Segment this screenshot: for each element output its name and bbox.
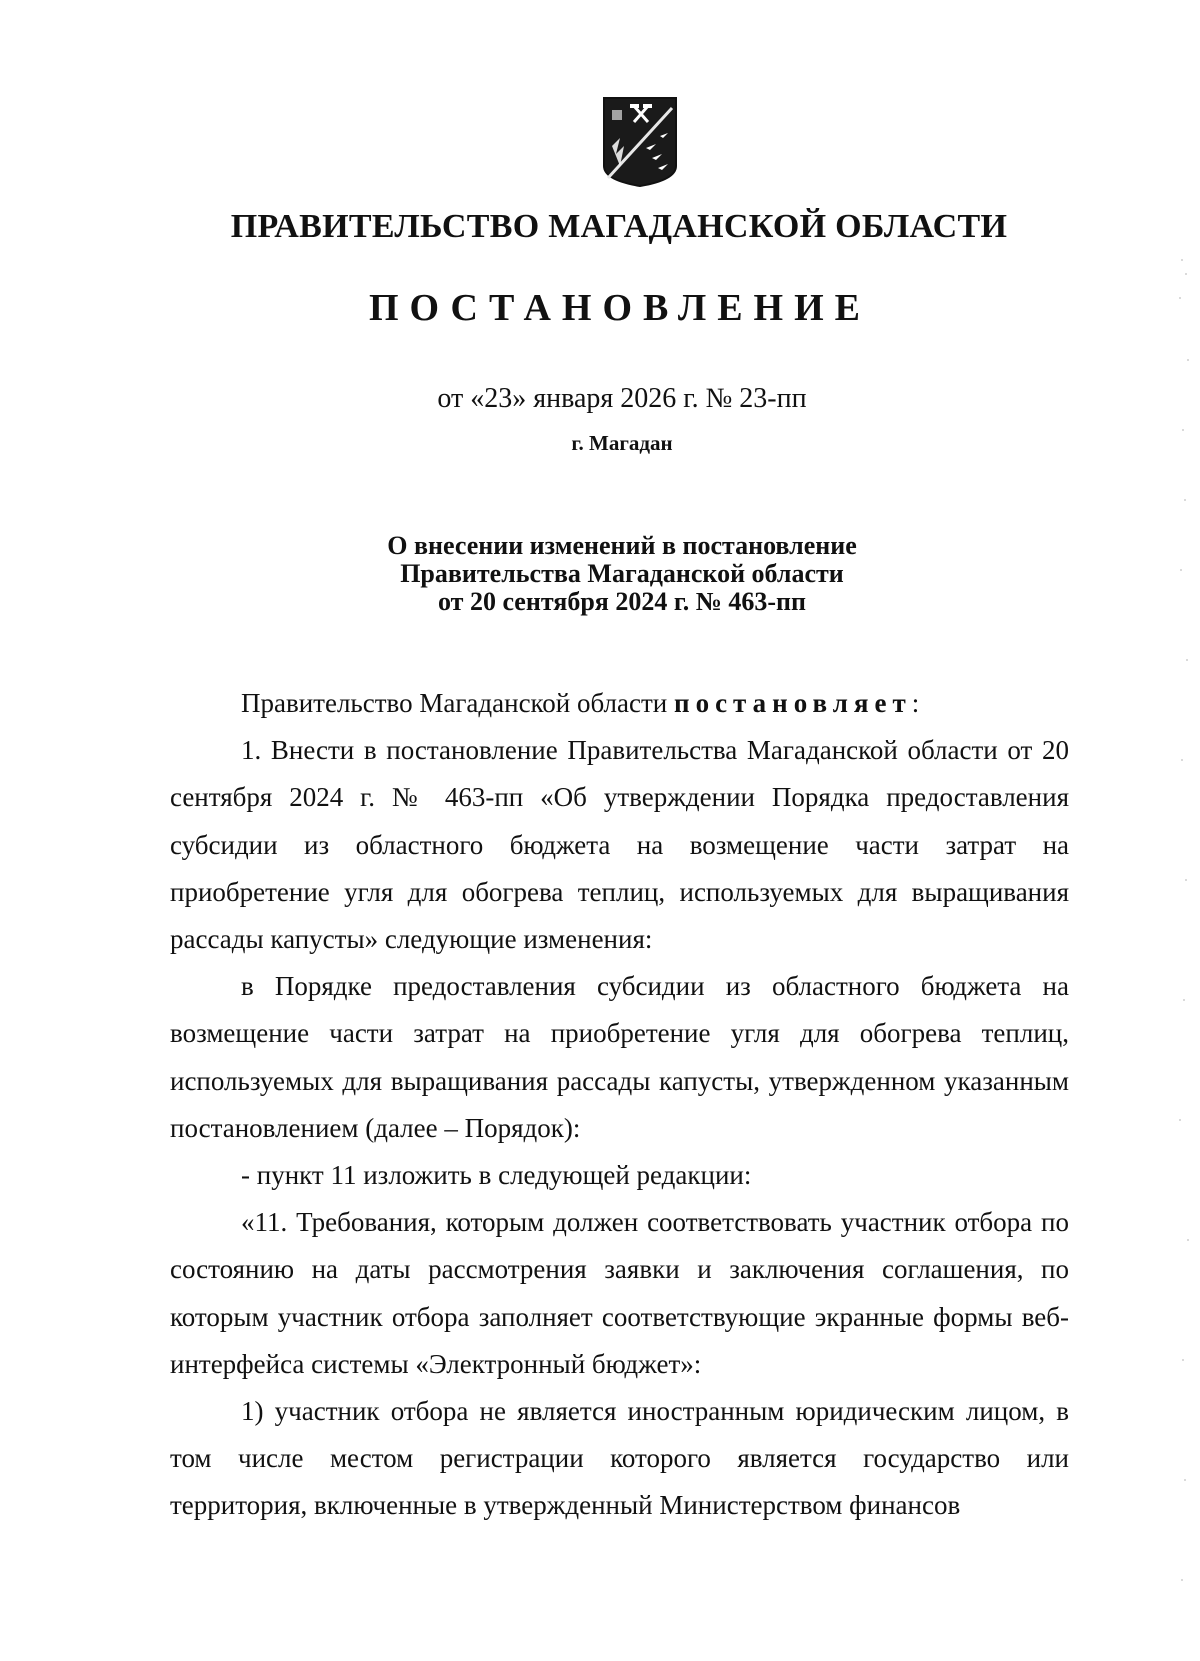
document-date-number: от «23» января 2026 г. № 23-пп [437,383,807,414]
intro-prefix: Правительство Магаданской области [241,688,675,718]
intro-paragraph [170,680,1069,727]
coat-of-arms-icon [602,96,678,188]
document-type-title: ПОСТАНОВЛЕНИЕ [368,287,872,329]
document-subject [0,532,1200,616]
subject-line-3: от 20 сентября 2024 г. № 463-пп [438,587,806,616]
paragraph-1: 1. Внести в постановление Правительства Магаданской области от 20 сентября 2024 г. № 463-пп «Об утверждении Порядка предоставления субсидии из областного бюджета на возмещение части затрат на приобретение угля для обогрева теплиц, используемых для выращивания рассады капусты» следующие изменения: [170,735,1069,955]
scan-noise-decoration [1176,240,1194,1640]
intro-suffix: : [911,688,920,718]
document-body [170,680,1069,1530]
intro-verb: постановляет [674,688,912,718]
paragraph-5: 1) участник отбора не является иностранным юридическим лицом, в том числе местом регистрации которого является государство или территория, включенные в утвержденный Министерством финансов [170,1396,1069,1521]
subject-line-1: О внесении изменений в постановление [387,531,857,560]
document-city: г. Магадан [571,431,673,455]
paragraph-4: «11. Требования, которым должен соответствовать участник отбора по состоянию на даты рассмотрения заявки и заключения соглашения, по которым участник отбора заполняет соответствующие экранные формы веб-интерфейса системы «Электронный бюджет»: [170,1207,1069,1379]
paragraph-2: в Порядке предоставления субсидии из областного бюджета на возмещение части затрат на приобретение угля для обогрева теплиц, используемых для выращивания рассады капусты, утвержденном указанным постановлением (далее – Порядок): [170,971,1069,1143]
paragraph-3: - пункт 11 изложить в следующей редакции: [241,1160,752,1191]
government-title: ПРАВИТЕЛЬСТВО МАГАДАНСКОЙ ОБЛАСТИ [230,208,1008,245]
subject-line-2: Правительства Магаданской области [400,559,844,588]
